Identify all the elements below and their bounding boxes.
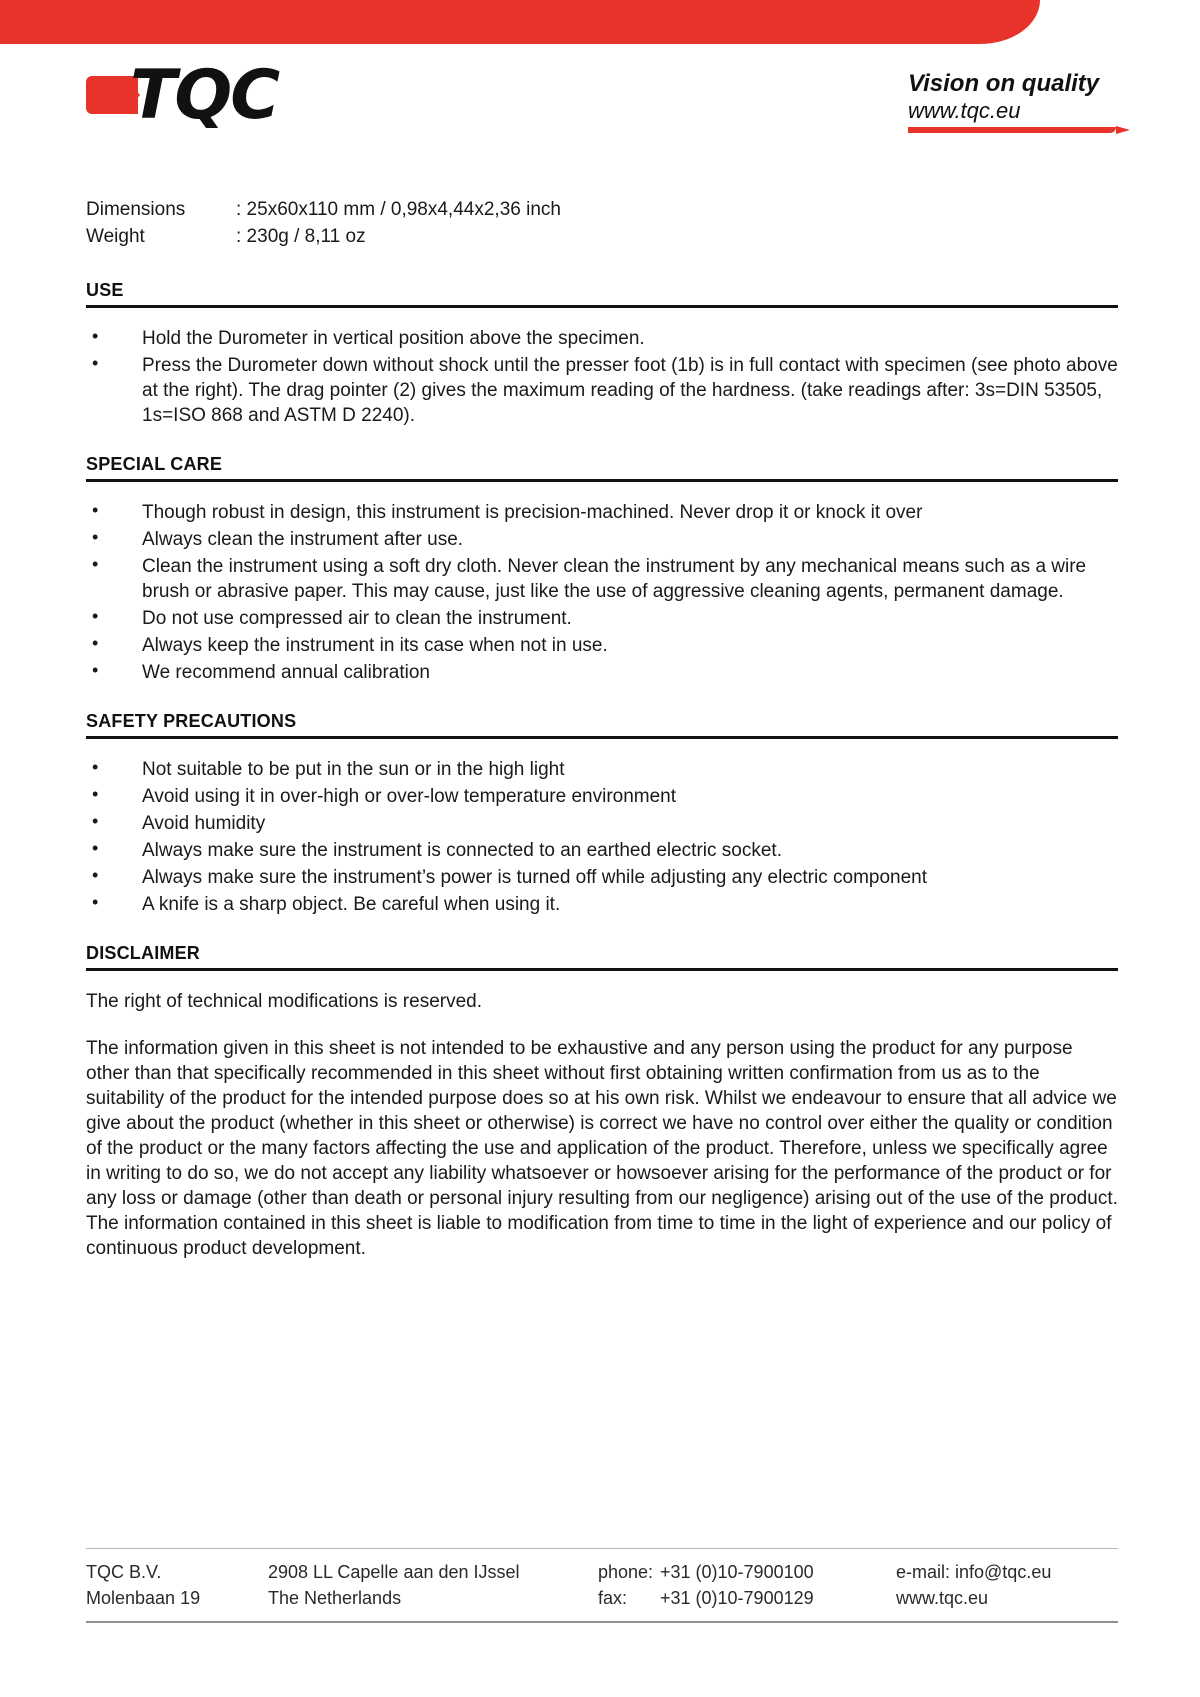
list-item: • Always keep the instrument in its case when not in use. — [86, 633, 1118, 658]
footer-contact-block — [598, 1559, 896, 1611]
document-body — [86, 196, 1118, 1287]
list-item: • Clean the instrument using a soft dry cloth. Never clean the instrument by any mechanical means such as a wire brush or abrasive paper. This may cause, just like the use of aggressive cleaning agents, permanent damage. — [86, 554, 1118, 604]
tqc-logo — [86, 56, 346, 135]
list-item: • Not suitable to be put in the sun or in the high light — [86, 757, 1118, 782]
use-bullet-list — [86, 326, 1118, 428]
section-disclaimer — [86, 943, 1118, 1261]
header-band — [0, 0, 1200, 44]
footer-phone-label: phone: — [598, 1562, 654, 1582]
list-item: • Always make sure the instrument’s power is turned off while adjusting any electric component — [86, 865, 1118, 890]
section-divider — [86, 305, 1118, 308]
footer-phone-row — [598, 1559, 896, 1585]
tagline-red-underline — [908, 127, 1116, 133]
list-item: • Though robust in design, this instrument is precision-machined. Never drop it or knock it over — [86, 500, 1118, 525]
logo-wordmark: TQC — [130, 56, 279, 135]
footer-fax-label: fax: — [598, 1588, 628, 1608]
section-use — [86, 280, 1118, 428]
specifications-table — [86, 196, 561, 250]
footer-address-city: 2908 LL Capelle aan den IJssel — [268, 1562, 520, 1582]
section-special-care — [86, 454, 1118, 685]
footer-web-block — [896, 1559, 1118, 1611]
footer-email[interactable]: e-mail: info@tqc.eu — [896, 1562, 1052, 1582]
section-divider — [86, 479, 1118, 482]
disclaimer-paragraph-1: The right of technical modifications is reserved. — [86, 991, 483, 1012]
footer-fax-value: +31 (0)10-7900129 — [660, 1588, 814, 1608]
table-row — [86, 196, 561, 223]
footer-company-block — [86, 1559, 268, 1611]
footer-fax-row — [598, 1585, 896, 1611]
section-title-special-care: SPECIAL CARE — [86, 454, 223, 474]
footer-divider-bottom — [86, 1621, 1118, 1623]
list-item: • Avoid humidity — [86, 811, 1118, 836]
spec-value-weight: : 230g / 8,11 oz — [236, 226, 366, 247]
section-title-safety-precautions: SAFETY PRECAUTIONS — [86, 711, 297, 731]
list-item: • We recommend annual calibration — [86, 660, 1118, 685]
section-divider — [86, 736, 1118, 739]
tagline-line1: Vision on quality — [908, 70, 1100, 97]
section-safety-precautions — [86, 711, 1118, 917]
list-item: • Always make sure the instrument is connected to an earthed electric socket. — [86, 838, 1118, 863]
list-item: • Avoid using it in over-high or over-low temperature environment — [86, 784, 1118, 809]
list-item: • Hold the Durometer in vertical position above the specimen. — [86, 326, 1118, 351]
footer-company-street: Molenbaan 19 — [86, 1588, 201, 1608]
footer-company-name: TQC B.V. — [86, 1562, 162, 1582]
tagline-line2: www.tqc.eu — [908, 98, 1021, 123]
section-title-disclaimer: DISCLAIMER — [86, 943, 200, 963]
tagline-block — [908, 70, 1128, 133]
section-title-use: USE — [86, 280, 124, 300]
table-row — [86, 223, 561, 250]
footer-website[interactable]: www.tqc.eu — [896, 1588, 989, 1608]
header-red-shape — [0, 0, 1040, 44]
section-divider — [86, 968, 1118, 971]
footer-address-block — [268, 1559, 598, 1611]
disclaimer-paragraph-2: The information given in this sheet is not intended to be exhaustive and any person using the product for any purpose other than that specifically recommended in this sheet without first obtaining written confirmation from us as to the suitability of the product for the intended purpose does so at his own risk. Whilst we endeavour to ensure that all advice we give about the product (whether in this sheet or otherwise) is correct we have no control over either the quality or condition of the product or the many factors affecting the use and application of the product. Therefore, unless we specifically agree in writing to do so, we do not accept any liability whatsoever or howsoever arising for the performance of the product or for any loss or damage (other than death or personal injury resulting from our negligence) arising out of the use of the product. The information contained in this sheet is liable to modification from time to time in the light of experience and our policy of continuous product development. — [86, 1038, 1118, 1259]
special-care-bullet-list — [86, 500, 1118, 685]
page-footer — [86, 1548, 1118, 1623]
footer-address-country: The Netherlands — [268, 1588, 402, 1608]
spec-label-weight: Weight — [86, 226, 145, 247]
spec-value-dimensions: : 25x60x110 mm / 0,98x4,44x2,36 inch — [236, 199, 561, 220]
footer-divider-top — [86, 1548, 1118, 1549]
footer-phone-value: +31 (0)10-7900100 — [660, 1562, 814, 1582]
list-item: • Do not use compressed air to clean the instrument. — [86, 606, 1118, 631]
list-item: • A knife is a sharp object. Be careful when using it. — [86, 892, 1118, 917]
list-item: • Press the Durometer down without shock until the presser foot (1b) is in full contact with specimen (see photo above at the right). The drag pointer (2) gives the maximum reading of the hardness. (take readings after: 3s=DIN 53505, 1s=ISO 868 and ASTM D 2240). — [86, 353, 1118, 428]
safety-bullet-list — [86, 757, 1118, 917]
spec-label-dimensions: Dimensions — [86, 199, 186, 220]
list-item: • Always clean the instrument after use. — [86, 527, 1118, 552]
